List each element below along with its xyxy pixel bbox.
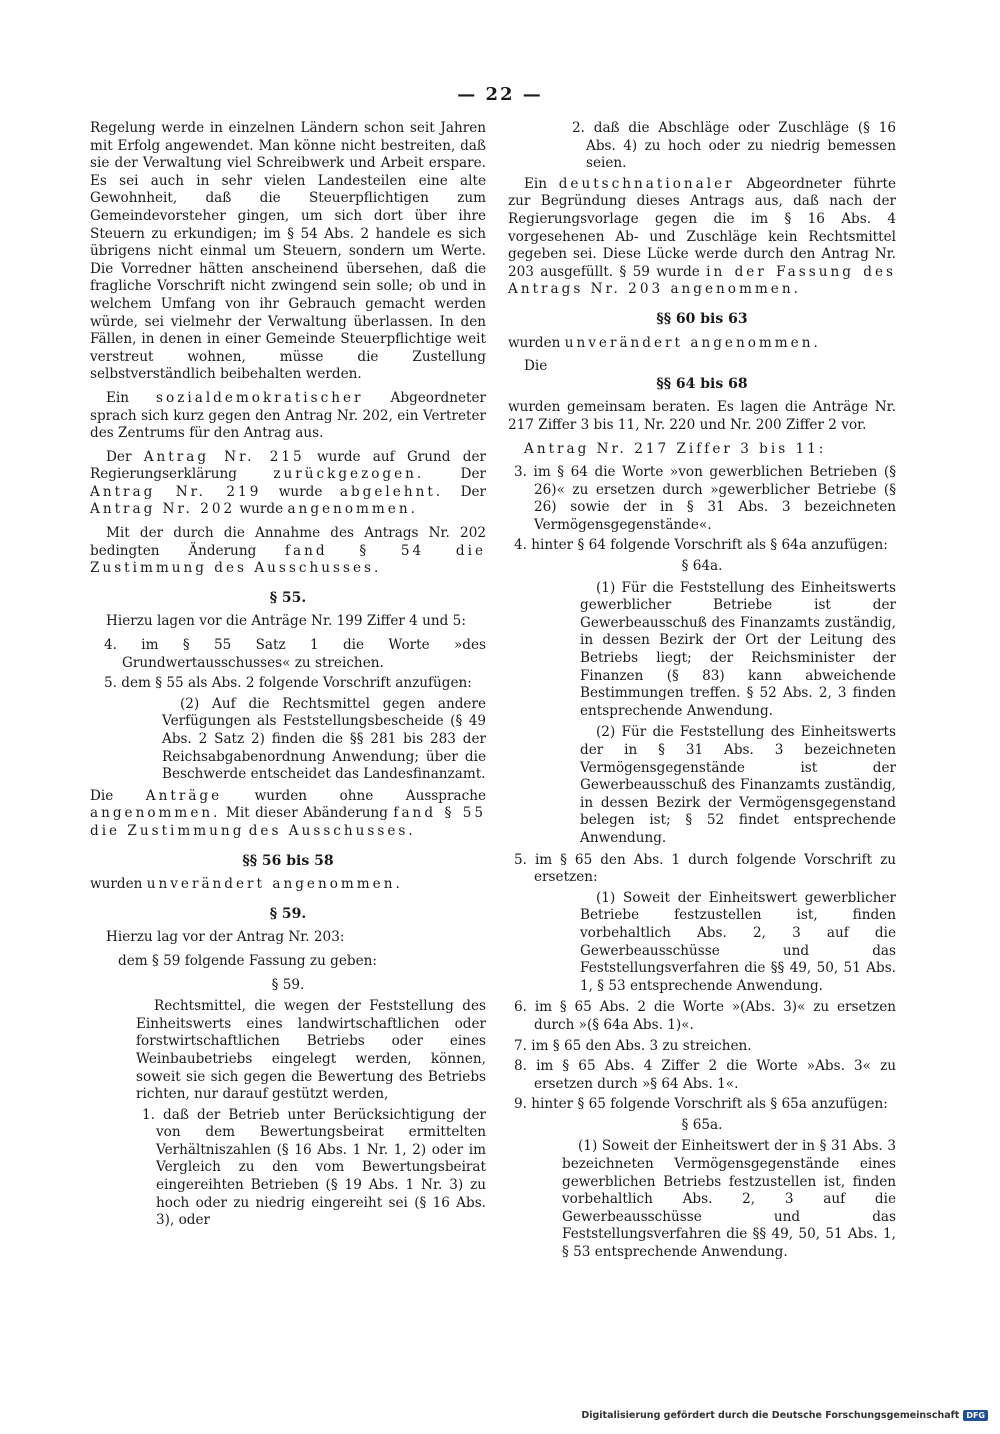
section-heading: § 59. <box>271 976 305 993</box>
quoted-provision: (1) Soweit der Einheitswert der in § 31 Abs. 3 bezeichneten Vermögensgegenstände eines gewerblichen Betriebs festzustellen ist, finden vorbehaltlich Abs. 2, 3 auf die Gewerbeausschüsse und das Feststellungsverfahren die §§ 49, 50, 51 Abs. 1, § 53 entsprechende Anwendung. <box>562 1138 896 1261</box>
list-item: 2. daß die Abschläge oder Zuschläge (§ 16 Abs. 4) zu hoch oder zu niedrig bemessen seien. <box>572 120 896 172</box>
paragraph: Die <box>524 358 548 375</box>
quoted-provision: (2) Auf die Rechtsmittel gegen andere Verfügungen als Feststellungsbescheide (§ 49 Abs. 2 Satz 2) finden die §§ 281 bis 283 der Reichsabgabenordnung Anwendung; über die Beschwerde entscheidet das Landesfinanzamt. <box>162 695 486 783</box>
section-heading: § 64a. <box>681 558 723 575</box>
quoted-provision: (2) Für die Feststellung des Einheitswerts der in § 31 Abs. 3 bezeichneten Vermögensgegenstände ist der Gewerbeausschuß des Finanzamts zuständig, in dessen Bezirk der Vermögensgegenstand belegen ist; § 52 findet entsprechende Anwendung. <box>580 724 896 846</box>
page-number: — 22 — <box>457 84 543 105</box>
paragraph: Antrag Nr. 217 Ziffer 3 bis 11: <box>524 440 827 457</box>
paragraph: Die Anträge wurden ohne Aussprache angenommen. Mit dieser Abänderung fand § 55 die Zustimmung des Ausschusses. <box>90 787 486 839</box>
list-item: 5. im § 65 den Abs. 1 durch folgende Vorschrift zu ersetzen: <box>514 851 896 886</box>
footer <box>581 1410 988 1421</box>
quoted-provision: (1) Soweit der Einheitswert gewerblicher Betriebe festzustellen ist, finden vorbehaltlich Abs. 2, 3 auf die Gewerbeausschüsse und das Feststellungsverfahren die §§ 49, 50, 51 Abs. 1, § 53 entsprechende Anwendung. <box>580 889 896 994</box>
list-item: 6. im § 65 Abs. 2 die Worte »(Abs. 3)« zu ersetzen durch »(§ 64a Abs. 1)«. <box>514 999 896 1033</box>
quoted-provision: Rechtsmittel, die wegen der Feststellung des Einheitswerts eines landwirtschaftlichen oder forstwirtschaftlichen Betriebs oder eines Weinbaubetriebs eingelegt werden, können, soweit sie sich gegen die Bewertung des Betriebs richten, nur darauf gestützt werden, <box>136 998 486 1103</box>
paragraph: Der Antrag Nr. 215 wurde auf Grund der Regierungserklärung zurückgezogen. Der Antrag Nr. 219 wurde abgelehnt. Der Antrag Nr. 202 wurde angenommen. <box>90 448 487 518</box>
list-item: 9. hinter § 65 folgende Vorschrift als § 65a anzufügen: <box>514 1096 888 1113</box>
section-heading: § 59. <box>269 905 307 922</box>
paragraph: dem § 59 folgende Fassung zu geben: <box>118 952 377 969</box>
footer-text: Digitalisierung gefördert durch die Deutsche Forschungsgemeinschaft <box>581 1410 960 1421</box>
paragraph: Regelung werde in einzelnen Ländern schon seit Jahren mit Erfolg angewendet. Man könne nicht bestreiten, daß sie der Verwaltung viel Schreibwerk und Arbeit erspare. Es sei auch in sehr vielen Landesteilen eine alte Gewohnheit, daß die Steuerpflichtigen zum Gemeindevorsteher gingen, um sich dort über ihre Steuern zu erkundigen; im § 54 Abs. 2 handele es sich übrigens nicht einmal um Steuern, sondern um Werte. Die Vorredner hätten anscheinend übersehen, daß die fragliche Vorschrift nicht zwingend sein solle; ob und in welchem Umfang von ihr Gebrauch gemacht werden würde, sei vielmehr der Verwaltung überlassen. In den Fällen, in denen in einer Gemeinde Steuerpflichtige weit verstreut wohnen, müsse die Zustellung selbstverständlich beibehalten werden. <box>90 120 486 383</box>
section-heading: § 65a. <box>681 1116 723 1133</box>
paragraph: Ein deutschnationaler Abgeordneter führte zur Begründung dieses Antrags aus, daß nach der Regierungsvorlage gegen die im § 16 Abs. 4 vorgesehenen Ab- und Zuschläge kein Rechtsmittel gegeben sei. Diese Lücke werde durch den Antrag Nr. 203 ausgefüllt. § 59 wurde in der Fassung des Antrags Nr. 203 angenommen. <box>508 175 897 298</box>
paragraph: Hierzu lag vor der Antrag Nr. 203: <box>106 929 345 946</box>
paragraph: Hierzu lagen vor die Anträge Nr. 199 Ziffer 4 und 5: <box>106 613 466 630</box>
section-heading: §§ 60 bis 63 <box>656 310 748 327</box>
paragraph: Mit der durch die Annahme des Antrags Nr. 202 bedingten Änderung fand § 54 die Zustimmung des Ausschusses. <box>90 525 486 577</box>
list-item: 8. im § 65 Abs. 4 Ziffer 2 die Worte »Abs. 3« zu ersetzen durch »§ 64 Abs. 1«. <box>514 1058 896 1092</box>
left-column <box>90 120 486 1233</box>
paragraph: wurden unverändert angenommen. <box>508 334 821 351</box>
section-heading: §§ 64 bis 68 <box>656 375 748 392</box>
right-column <box>508 120 896 1266</box>
list-item: 1. daß der Betrieb unter Berücksichtigung der von dem Bewertungsbeirat ermittelten Verhältniszahlen (§ 16 Abs. 1 Nr. 1, 2) oder im Vergleich zu den vom Bewertungsbeirat eingereihten Betrieben (§ 19 Abs. 1 Nr. 3) zu hoch oder zu niedrig eingereiht sei (§ 16 Abs. 3), oder <box>142 1106 486 1229</box>
paragraph: wurden gemeinsam beraten. Es lagen die Anträge Nr. 217 Ziffer 3 bis 11, Nr. 220 und Nr. 200 Ziffer 2 vor. <box>508 399 896 433</box>
list-item: 4. im § 55 Satz 1 die Worte »des Grundwertausschusses« zu streichen. <box>104 637 486 671</box>
paragraph: wurden unverändert angenommen. <box>90 876 403 893</box>
section-heading: § 55. <box>269 589 307 606</box>
dfg-logo: DFG <box>963 1410 988 1421</box>
list-item: 4. hinter § 64 folgende Vorschrift als § 64a anzufügen: <box>514 537 888 554</box>
quoted-provision: (1) Für die Feststellung des Einheitswerts gewerblicher Betriebe ist der Gewerbeausschuß des Finanzamts zuständig, in dessen Bezirk der Ort der Leitung des Betriebs liegt; der Reichsminister der Finanzen (§ 83) kann abweichende Bestimmungen treffen. § 52 Abs. 2, 3 finden entsprechende Anwendung. <box>580 579 896 719</box>
list-item: 7. im § 65 den Abs. 3 zu streichen. <box>514 1037 752 1054</box>
list-item: 3. im § 64 die Worte »von gewerblichen Betrieben (§ 26)« zu ersetzen durch »gewerblicher Betriebe (§ 26) sowie der in § 31 Abs. 3 bezeichneten Vermögensgegenstände«. <box>514 464 896 533</box>
list-item: 5. dem § 55 als Abs. 2 folgende Vorschrift anzufügen: <box>104 675 472 692</box>
section-heading: §§ 56 bis 58 <box>242 852 334 869</box>
paragraph: Ein sozialdemokratischer Abgeordneter sprach sich kurz gegen den Antrag Nr. 202, ein Vertreter des Zentrums für den Antrag aus. <box>90 389 487 442</box>
